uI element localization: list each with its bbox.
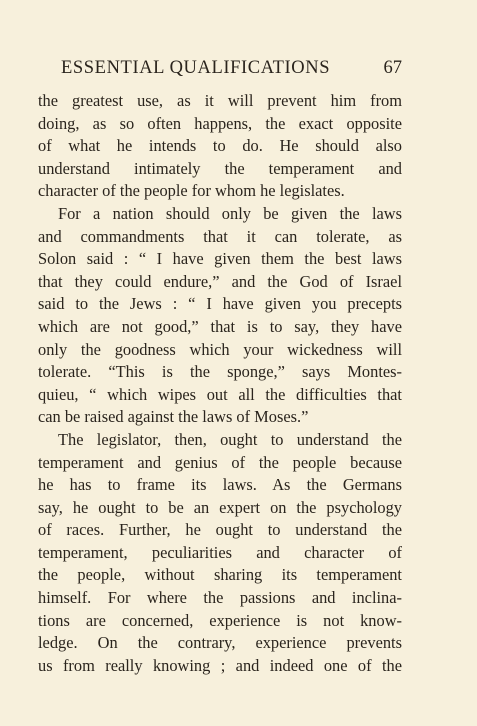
text-line: said to the Jews : “ I have given you precepts	[38, 294, 402, 314]
text-line: tolerate. “This is the sponge,” says Montes-	[38, 362, 402, 382]
text-line: of what he intends to do. He should also	[38, 136, 402, 156]
page-number: 67	[383, 58, 402, 78]
page-header	[38, 56, 402, 80]
running-title: ESSENTIAL QUALIFICATIONS	[61, 58, 331, 78]
text-line: character of the people for whom he legislates.	[38, 181, 345, 201]
text-line: and commandments that it can tolerate, as	[38, 226, 402, 246]
text-line: of races. Further, he ought to understand the	[38, 520, 402, 540]
text-line: which are not good,” that is to say, they have	[38, 316, 402, 336]
text-line: that they could endure,” and the God of Israel	[38, 271, 402, 291]
text-line: Solon said : “ I have given them the best laws	[38, 249, 402, 269]
text-line: himself. For where the passions and inclina-	[38, 588, 402, 608]
text-line: only the goodness which your wickedness will	[38, 339, 402, 359]
text-line: can be raised against the laws of Moses.”	[38, 407, 309, 427]
text-line: he has to frame its laws. As the Germans	[38, 475, 402, 495]
text-line: temperament and genius of the people because	[38, 452, 402, 472]
text-line: us from really knowing ; and indeed one of the	[38, 655, 402, 675]
text-line: For a nation should only be given the laws	[58, 203, 402, 223]
text-line: the people, without sharing its temperament	[38, 565, 402, 585]
text-line: The legislator, then, ought to understand the	[58, 429, 402, 449]
text-line: ledge. On the contrary, experience prevents	[38, 633, 402, 653]
body-text	[38, 90, 402, 677]
text-line: doing, as so often happens, the exact opposite	[38, 113, 402, 133]
text-line: quieu, “ which wipes out all the difficulties that	[38, 384, 402, 404]
text-line: say, he ought to be an expert on the psychology	[38, 497, 402, 517]
text-line: temperament, peculiarities and character of	[38, 542, 402, 562]
text-line: understand intimately the temperament and	[38, 158, 402, 178]
text-line: tions are concerned, experience is not know-	[38, 610, 402, 630]
text-line: the greatest use, as it will prevent him from	[38, 91, 402, 110]
